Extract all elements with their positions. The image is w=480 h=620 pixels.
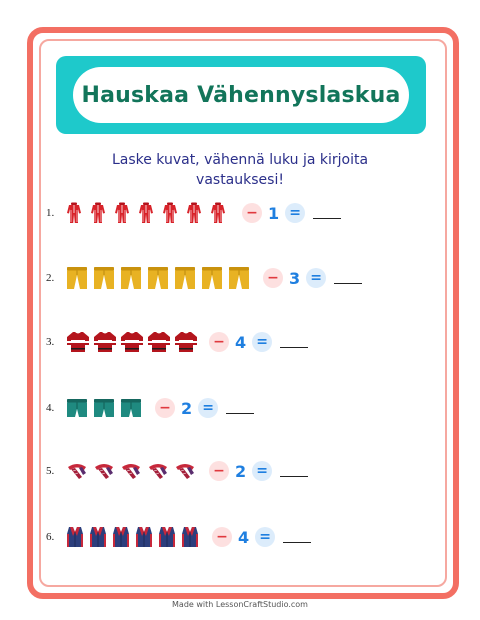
tracksuit-icon: [90, 202, 106, 224]
subtract-number: 4: [238, 527, 250, 547]
icon-group: [66, 331, 201, 353]
equals-sign: =: [252, 332, 272, 352]
subtract-number: 3: [289, 268, 301, 288]
subtract-number: 1: [268, 203, 280, 223]
trousers-icon: [147, 266, 169, 290]
scarf-icon: [66, 461, 88, 481]
scarf-icon: [174, 461, 196, 481]
icon-group: [66, 266, 255, 290]
subtract-number: 2: [181, 398, 193, 418]
tracksuit-icon: [186, 202, 202, 224]
page-title: Hauskaa Vähennyslaskua: [81, 82, 401, 108]
icon-group: [66, 398, 147, 418]
shorts-icon: [66, 398, 88, 418]
answer-blank[interactable]: [280, 465, 308, 477]
vest-icon: [158, 526, 176, 548]
vest-icon: [181, 526, 199, 548]
tracksuit-icon: [114, 202, 130, 224]
subtract-number: 2: [235, 461, 247, 481]
problem-number: 3.: [46, 336, 55, 348]
trousers-icon: [228, 266, 250, 290]
icon-group: [66, 202, 234, 224]
equals-sign: =: [306, 268, 326, 288]
problem-row: [46, 455, 308, 487]
minus-sign: −: [212, 527, 232, 547]
vest-icon: [66, 526, 84, 548]
hockey-jersey-icon: [66, 331, 90, 353]
problem-number: 4.: [46, 402, 55, 414]
answer-blank[interactable]: [313, 207, 341, 219]
minus-sign: −: [209, 332, 229, 352]
tracksuit-icon: [210, 202, 226, 224]
minus-sign: −: [155, 398, 175, 418]
icon-group: [66, 526, 204, 548]
minus-sign: −: [209, 461, 229, 481]
hockey-jersey-icon: [93, 331, 117, 353]
equals-sign: =: [285, 203, 305, 223]
shorts-icon: [93, 398, 115, 418]
vest-icon: [135, 526, 153, 548]
trousers-icon: [93, 266, 115, 290]
problem-number: 6.: [46, 531, 55, 543]
problem-row: [46, 326, 308, 358]
subtract-number: 4: [235, 332, 247, 352]
tracksuit-icon: [162, 202, 178, 224]
equals-sign: =: [198, 398, 218, 418]
tracksuit-icon: [138, 202, 154, 224]
icon-group: [66, 461, 201, 481]
trousers-icon: [120, 266, 142, 290]
problem-number: 2.: [46, 272, 55, 284]
tracksuit-icon: [66, 202, 82, 224]
footer-credit: Made with LessonCraftStudio.com: [172, 600, 308, 609]
minus-sign: −: [242, 203, 262, 223]
vest-icon: [89, 526, 107, 548]
trousers-icon: [174, 266, 196, 290]
scarf-icon: [120, 461, 142, 481]
shorts-icon: [120, 398, 142, 418]
scarf-icon: [147, 461, 169, 481]
trousers-icon: [201, 266, 223, 290]
instructions-text: Laske kuvat, vähennä luku ja kirjoita vastauksesi!: [111, 152, 369, 188]
hockey-jersey-icon: [174, 331, 198, 353]
equals-sign: =: [255, 527, 275, 547]
vest-icon: [112, 526, 130, 548]
answer-blank[interactable]: [283, 531, 311, 543]
equals-sign: =: [252, 461, 272, 481]
hockey-jersey-icon: [120, 331, 144, 353]
answer-blank[interactable]: [334, 272, 362, 284]
trousers-icon: [66, 266, 88, 290]
problem-row: [46, 262, 362, 294]
hockey-jersey-icon: [147, 331, 171, 353]
problem-number: 1.: [46, 207, 55, 219]
minus-sign: −: [263, 268, 283, 288]
problem-number: 5.: [46, 465, 55, 477]
problem-row: [46, 392, 254, 424]
problem-row: [46, 197, 341, 229]
answer-blank[interactable]: [226, 402, 254, 414]
title-pill: [73, 67, 409, 123]
scarf-icon: [93, 461, 115, 481]
problem-row: [46, 521, 311, 553]
answer-blank[interactable]: [280, 336, 308, 348]
